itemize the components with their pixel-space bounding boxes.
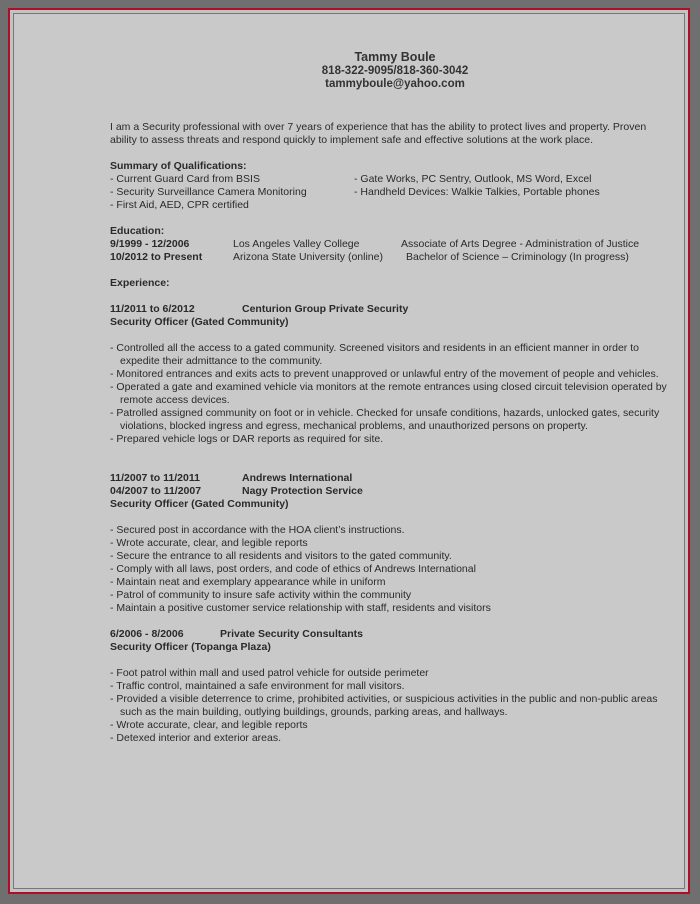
duty-item: - Operated a gate and examined vehicle via monitors at the remote entrances using closed circuit television operated by remote access devices.	[110, 381, 667, 406]
qualification-item: - Gate Works, PC Sentry, Outlook, MS Word, Excel	[354, 173, 592, 185]
job-header	[110, 303, 670, 316]
job-duties	[110, 667, 670, 745]
duty-item: - Provided a visible deterrence to crime, prohibited activities, or suspicious activities in the public and non-public areas such as the main building, outlying buildings, grounds, parking areas, and hallways.	[110, 693, 658, 718]
job-entry-private-security	[110, 628, 670, 745]
applicant-name: Tammy Boule	[354, 50, 436, 64]
qualification-item: - Current Guard Card from BSIS	[110, 173, 260, 185]
duty-item: - Detexed interior and exterior areas.	[110, 732, 281, 744]
qualifications-list	[110, 173, 670, 212]
duty-item: - Maintain neat and exemplary appearance while in uniform	[110, 576, 386, 588]
spacer	[110, 654, 670, 667]
duty-item: - Patrol of community to insure safe activity within the community	[110, 589, 412, 601]
duty-item: - Comply with all laws, post orders, and code of ethics of Andrews International	[110, 563, 476, 575]
job-title: Security Officer (Topanga Plaza)	[110, 641, 271, 653]
qualifications-right	[354, 173, 670, 212]
education-degree: Associate of Arts Degree - Administration of Justice	[401, 238, 640, 250]
experience-heading: Experience:	[110, 277, 170, 289]
qualifications-left	[110, 173, 354, 212]
qualification-item: - Security Surveillance Camera Monitoring	[110, 186, 307, 198]
education-date: 9/1999 - 12/2006	[110, 238, 190, 250]
page-frame	[8, 8, 690, 894]
duty-item: - Patrolled assigned community on foot or in vehicle. Checked for unsafe conditions, hazards, unlocked gates, security violations, blocked ingress and egress, mechanical problems, and unauthorized persons on property.	[110, 407, 660, 432]
job-header	[110, 472, 670, 485]
job-company: Private Security Consultants	[220, 628, 363, 640]
job-duties	[110, 342, 670, 446]
job-duties	[110, 524, 670, 615]
job-dates: 6/2006 - 8/2006	[110, 628, 184, 640]
duty-item: - Secure the entrance to all residents and visitors to the gated community.	[110, 550, 452, 562]
duty-item: - Wrote accurate, clear, and legible reports	[110, 537, 308, 549]
duty-item: - Monitored entrances and exits acts to prevent unapproved or unlawful entry of the movement of people and vehicles.	[110, 368, 659, 380]
phone-numbers: 818-322-9095/818-360-3042	[321, 65, 469, 77]
education-row	[110, 238, 670, 251]
job-company: Centurion Group Private Security	[242, 303, 409, 315]
job-company: Andrews International	[242, 472, 353, 484]
spacer	[110, 329, 670, 342]
resume-header	[120, 50, 670, 91]
education-school: Arizona State University (online)	[233, 251, 383, 263]
job-dates: 04/2007 to 11/2007	[110, 485, 202, 497]
duty-item: - Wrote accurate, clear, and legible reports	[110, 719, 308, 731]
duty-item: - Prepared vehicle logs or DAR reports as required for site.	[110, 433, 384, 445]
job-dates: 11/2007 to 11/2011	[110, 472, 200, 484]
education-degree: Bachelor of Science – Criminology (In progress)	[406, 251, 629, 263]
duty-item: - Controlled all the access to a gated community. Screened visitors and residents in an efficient manner in order to expedite their admittance to the community.	[110, 342, 639, 367]
job-dates: 11/2011 to 6/2012	[110, 303, 195, 315]
job-entry-centurion	[110, 303, 670, 446]
qualifications-heading: Summary of Qualifications:	[110, 160, 247, 172]
job-title: Security Officer (Gated Community)	[110, 316, 289, 328]
spacer	[110, 446, 670, 472]
education-row	[110, 251, 670, 264]
email-address: tammyboule@yahoo.com	[325, 78, 465, 90]
resume-content	[110, 50, 670, 745]
education-heading: Education:	[110, 225, 165, 237]
duty-item: - Traffic control, maintained a safe environment for mall visitors.	[110, 680, 405, 692]
professional-summary: I am a Security professional with over 7 years of experience that has the ability to protect lives and property. Proven ability to assess threats and respond quickly to implement safe and effective solutions at the work place.	[110, 121, 647, 146]
resume-page	[13, 13, 685, 889]
education-school: Los Angeles Valley College	[233, 238, 360, 250]
duty-item: - Maintain a positive customer service relationship with staff, residents and visitors	[110, 602, 491, 614]
qualification-item: - First Aid, AED, CPR certified	[110, 199, 249, 211]
duty-item: - Foot patrol within mall and used patrol vehicle for outside perimeter	[110, 667, 429, 679]
qualification-item: - Handheld Devices: Walkie Talkies, Portable phones	[354, 186, 600, 198]
job-header	[110, 628, 670, 641]
job-header	[110, 485, 670, 498]
job-title: Security Officer (Gated Community)	[110, 498, 289, 510]
education-date: 10/2012 to Present	[110, 251, 203, 263]
job-company: Nagy Protection Service	[242, 485, 363, 497]
spacer	[110, 511, 670, 524]
duty-item: - Secured post in accordance with the HOA client’s instructions.	[110, 524, 405, 536]
job-entry-andrews	[110, 472, 670, 615]
